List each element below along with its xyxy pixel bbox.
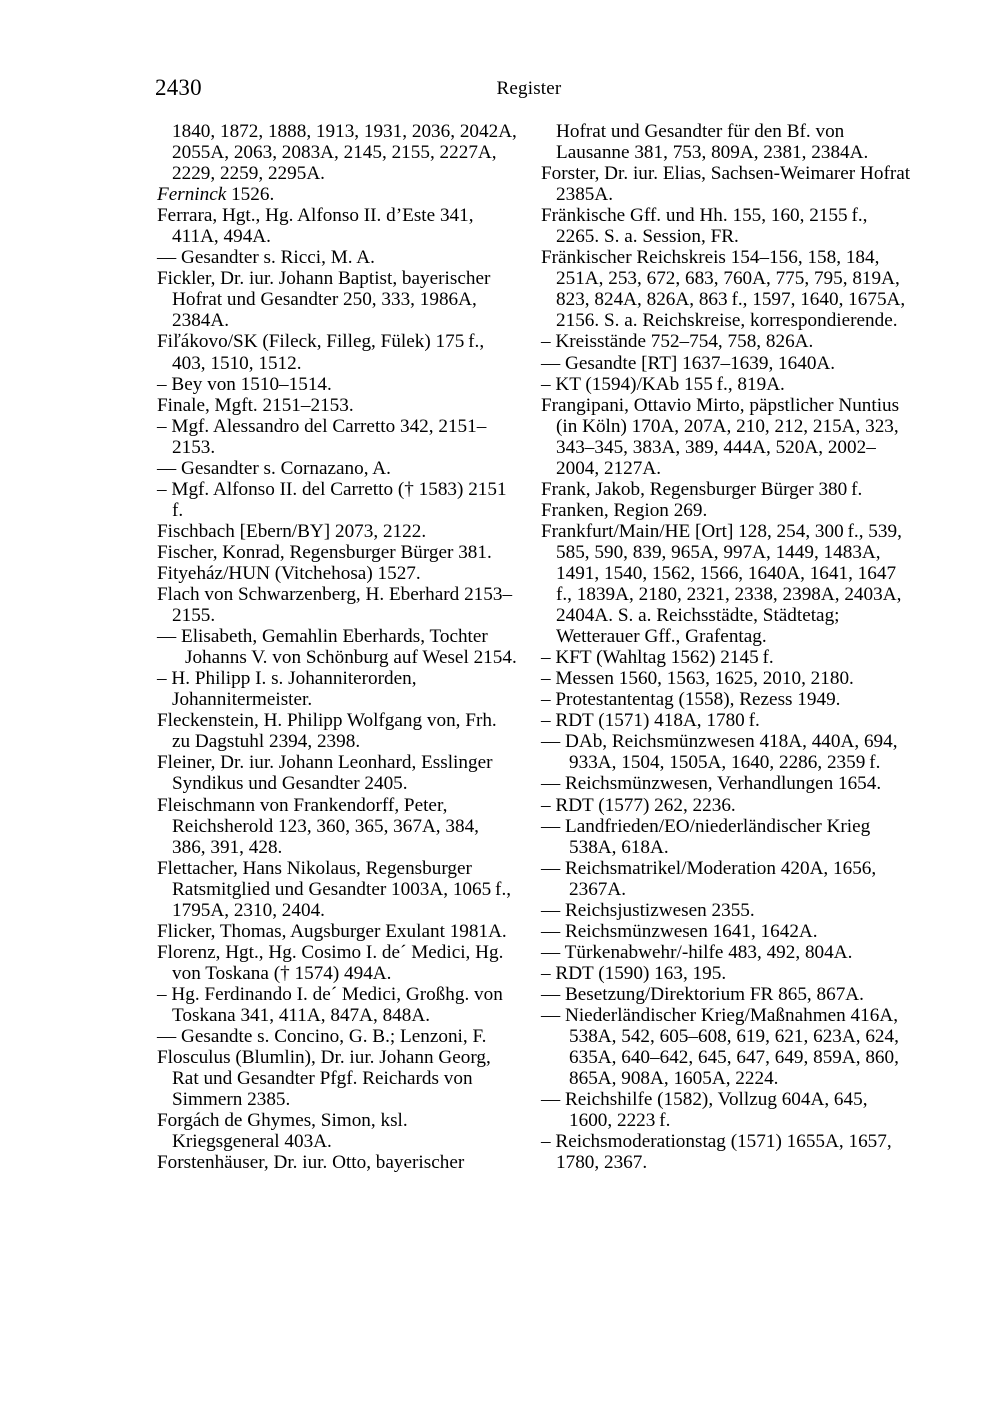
index-entry (541, 395, 913, 479)
index-entry (541, 858, 913, 900)
index-entry-text: –– Gesandte [RT] 1637–1639, 1640A. (541, 352, 836, 374)
index-entry-text: – Mgf. Alfonso II. del Carretto († 1583) 2151 f. (157, 478, 511, 521)
index-entry (541, 689, 913, 710)
index-entry (157, 458, 517, 479)
index-entry (157, 984, 517, 1026)
index-entry-text: – RDT (1590) 163, 195. (541, 962, 727, 984)
running-head (155, 74, 915, 102)
index-entry-text: Fiľákovo/SK (Fileck, Filleg, Fülek) 175 f., 403, 1510, 1512. (157, 331, 485, 374)
index-entry-text: –– DAb, Reichsmünzwesen 418A, 440A, 694, 933A, 1504, 1505A, 1640, 2286, 2359 f. (541, 731, 898, 774)
index-entry-text: Franken, Region 269. (541, 499, 708, 521)
index-entry-text: Fischer, Konrad, Regensburger Bürger 381. (157, 541, 492, 563)
index-entry-text: –– Landfrieden/EO/niederländischer Krieg 538A, 618A. (541, 815, 871, 858)
index-entry-text: Forster, Dr. iur. Elias, Sachsen-Weimarer Hofrat 2385A. (541, 163, 911, 206)
index-entry (541, 500, 913, 521)
index-entry (541, 163, 913, 205)
index-entry-text: Flicker, Thomas, Augsburger Exulant 1981A. (157, 920, 507, 942)
index-entry-text: –– Reichsmünzwesen 1641, 1642A. (541, 920, 818, 942)
index-entry (541, 816, 913, 858)
index-entry-text: Flach von Schwarzenberg, H. Eberhard 2153–2155. (157, 584, 513, 627)
index-entry-text: 1840, 1872, 1888, 1913, 1931, 2036, 2042A, 2055A, 2063, 2083A, 2145, 2155, 2227A, 2229, 2259, 2295A. (172, 121, 517, 185)
index-entry-text: –– Türkenabwehr/-hilfe 483, 492, 804A. (541, 941, 853, 963)
index-entry (157, 710, 517, 752)
index-entry-text: Hofrat und Gesandter für den Bf. von Lausanne 381, 753, 809A, 2381, 2384A. (556, 121, 869, 164)
index-entry-text: Fleckenstein, H. Philipp Wolfgang von, Frh. zu Dagstuhl 2394, 2398. (157, 710, 497, 753)
index-entry-text: –– Reichshilfe (1582), Vollzug 604A, 645, 1600, 2223 f. (541, 1089, 868, 1132)
index-entry-text: Fränkische Gff. und Hh. 155, 160, 2155 f., 2265. S. a. Session, FR. (541, 205, 868, 248)
index-entry-text: Finale, Mgft. 2151–2153. (157, 394, 354, 416)
index-entry (157, 395, 517, 416)
index-entry (157, 752, 517, 794)
index-entry-text: –– Gesandter s. Cornazano, A. (157, 457, 391, 479)
index-entry (541, 668, 913, 689)
index-entry (541, 731, 913, 773)
index-entry (157, 1152, 517, 1173)
index-entry-text: – Protestantentag (1558), Rezess 1949. (541, 689, 841, 711)
index-entry (541, 1089, 913, 1131)
index-entry-text: – Messen 1560, 1563, 1625, 2010, 2180. (541, 668, 854, 690)
index-entry-text: – Kreisstände 752–754, 758, 826A. (541, 331, 814, 353)
index-entry (541, 205, 913, 247)
index-entry-text: Forgách de Ghymes, Simon, ksl. Kriegsgeneral 403A. (157, 1110, 408, 1153)
index-entry-text: Fleischmann von Frankendorff, Peter, Reichsherold 123, 360, 365, 367A, 384, 386, 391, 428. (157, 794, 479, 858)
index-entry-text: – Reichsmoderationstag (1571) 1655A, 1657, 1780, 2367. (541, 1131, 892, 1174)
index-entry (541, 647, 913, 668)
index-entry (157, 205, 517, 247)
index-entry (541, 247, 913, 331)
index-entry-text: –– Elisabeth, Gemahlin Eberhards, Tochter Johanns V. von Schönburg auf Wesel 2154. (157, 626, 517, 669)
index-entry-text: – RDT (1571) 418A, 1780 f. (541, 710, 760, 732)
index-entry-text: Fityeház/HUN (Vitchehosa) 1527. (157, 562, 421, 584)
index-entry-text: – KT (1594)/KAb 155 f., 819A. (541, 373, 785, 395)
index-entry (157, 668, 517, 710)
index-entry (541, 773, 913, 794)
index-column-left (157, 121, 517, 1173)
index-entry (157, 184, 517, 205)
index-entry-text: Fleiner, Dr. iur. Johann Leonhard, Esslinger Syndikus und Gesandter 2405. (157, 752, 493, 795)
index-entry-text: –– Niederländischer Krieg/Maßnahmen 416A, 538A, 542, 605–608, 619, 621, 623A, 624, 635A, 640–642, 645, 647, 649, 859A, 860, 865A, 908A, 1605A, 2224. (541, 1004, 899, 1090)
index-entry (541, 984, 913, 1005)
running-title: Register (496, 78, 562, 99)
index-entry-text: – RDT (1577) 262, 2236. (541, 794, 736, 816)
index-entry-text: Ferrara, Hgt., Hg. Alfonso II. d’Este 341, 411A, 494A. (157, 205, 474, 248)
index-entry (541, 921, 913, 942)
index-entry (157, 416, 517, 458)
index-entry (541, 521, 913, 647)
index-entry (157, 121, 517, 184)
index-entry-text: – KFT (Wahltag 1562) 2145 f. (541, 647, 774, 669)
index-entry (157, 331, 517, 373)
index-entry-text: – Hg. Ferdinando I. de´ Medici, Großhg. von Toskana 341, 411A, 847A, 848A. (157, 983, 503, 1026)
page-number: 2430 (155, 75, 202, 100)
index-entry (157, 795, 517, 858)
index-entry (157, 563, 517, 584)
index-entry-text: Flosculus (Blumlin), Dr. iur. Johann Georg, Rat und Gesandter Pfgf. Reichards von Simmern 2385. (157, 1047, 491, 1111)
index-entry-text: – H. Philipp I. s. Johanniterorden, Johannitermeister. (157, 668, 417, 711)
index-entry-text: –– Besetzung/Direktorium FR 865, 867A. (541, 983, 864, 1005)
index-entry (541, 963, 913, 984)
index-entry (541, 710, 913, 731)
index-entry (157, 584, 517, 626)
index-entry (157, 1026, 517, 1047)
index-entry (157, 1047, 517, 1110)
index-entry-text: – Bey von 1510–1514. (157, 373, 332, 395)
index-entry-text: –– Reichsmünzwesen, Verhandlungen 1654. (541, 773, 882, 795)
index-entry-text: Frangipani, Ottavio Mirto, päpstlicher Nuntius (in Köln) 170A, 207A, 210, 212, 215A, 323, 343–345, 383A, 389, 444A, 520A, 2002–2004, 2127A. (541, 394, 900, 479)
index-entry-text: – Mgf. Alessandro del Carretto 342, 2151–2153. (157, 415, 487, 458)
index-entry (157, 858, 517, 921)
index-entry (157, 374, 517, 395)
index-entry (541, 121, 913, 163)
index-entry (541, 1005, 913, 1089)
index-entry (541, 942, 913, 963)
index-entry-text: –– Gesandte s. Concino, G. B.; Lenzoni, F. (157, 1026, 487, 1048)
index-entry (157, 247, 517, 268)
index-entry-text: Forstenhäuser, Dr. iur. Otto, bayerischer (157, 1152, 465, 1174)
index-entry (157, 268, 517, 331)
index-entry (541, 353, 913, 374)
index-entry-text: Flettacher, Hans Nikolaus, Regensburger Ratsmitglied und Gesandter 1003A, 1065 f., 1795A, 2310, 2404. (157, 857, 512, 921)
index-entry-text: Fischbach [Ebern/BY] 2073, 2122. (157, 520, 427, 542)
index-entry (541, 479, 913, 500)
index-entry-text: –– Reichsjustizwesen 2355. (541, 899, 755, 921)
index-entry-text: Frank, Jakob, Regensburger Bürger 380 f. (541, 478, 863, 500)
index-entry (541, 331, 913, 352)
index-entry-text: Frankfurt/Main/HE [Ort] 128, 254, 300 f., 539, 585, 590, 839, 965A, 997A, 1449, 1483A, 1491, 1540, 1562, 1566, 1640A, 1641, 1647 f., 1839A, 2180, 2321, 2338, 2398A, 2403A, 2404A. S. a. Reichsstädte, Städtetag; Wetterauer Gff., Grafentag. (541, 520, 902, 648)
index-entry (541, 795, 913, 816)
index-column-right (541, 121, 913, 1173)
index-entry (157, 626, 517, 668)
index-entry (157, 479, 517, 521)
index-entry (157, 1110, 517, 1152)
index-entry-text: –– Gesandter s. Ricci, M. A. (157, 247, 375, 269)
index-entry (157, 542, 517, 563)
index-entry-headword: Ferninck (157, 184, 227, 206)
index-entry (541, 374, 913, 395)
index-entry (541, 900, 913, 921)
index-entry-text: Fickler, Dr. iur. Johann Baptist, bayerischer Hofrat und Gesandter 250, 333, 1986A, 2384A. (157, 268, 491, 332)
index-entry (157, 521, 517, 542)
index-entry-text: Fränkischer Reichskreis 154–156, 158, 184, 251A, 253, 672, 683, 760A, 775, 795, 819A, 823, 824A, 826A, 863 f., 1597, 1640, 1675A, 2156. S. a. Reichskreise, korrespondierende. (541, 247, 906, 332)
index-entry (157, 921, 517, 942)
index-entry (157, 942, 517, 984)
index-entry-text: Florenz, Hgt., Hg. Cosimo I. de´ Medici, Hg. von Toskana († 1574) 494A. (157, 941, 504, 984)
index-entry-text: –– Reichsmatrikel/Moderation 420A, 1656, 2367A. (541, 857, 877, 900)
index-entry-text: 1526. (226, 184, 275, 206)
index-entry (541, 1131, 913, 1173)
